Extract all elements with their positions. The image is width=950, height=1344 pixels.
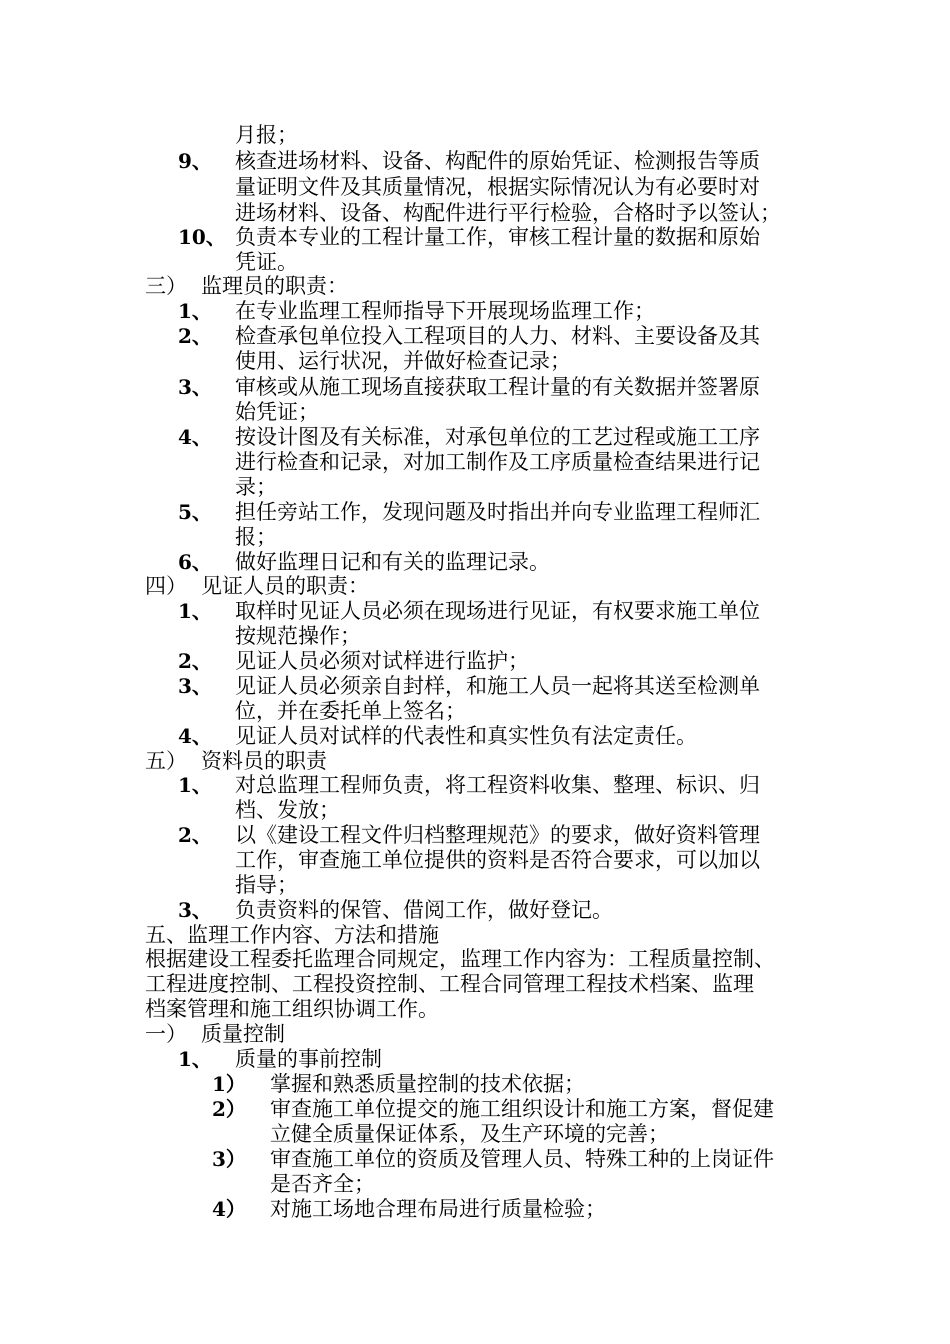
text-line: 进场材料、设备、构配件进行平行检验，合格时予以签认； — [235, 201, 781, 225]
text-line: 对总监理工程师负责，将工程资料收集、整理、标识、归 — [235, 773, 760, 797]
subitem-number: 1） — [212, 1072, 246, 1096]
item-number: 1、 — [178, 773, 212, 797]
section-number: 四） — [145, 574, 187, 598]
text-line: 档、发放； — [235, 798, 340, 822]
item-number: 10、 — [178, 225, 226, 249]
item-number: 2、 — [178, 649, 212, 673]
text-line: 见证人员必须亲自封样，和施工人员一起将其送至检测单 — [235, 674, 760, 698]
subitem-number: 3） — [212, 1147, 246, 1171]
text-line: 掌握和熟悉质量控制的技术依据； — [270, 1072, 585, 1096]
text-line: 见证人员对试样的代表性和真实性负有法定责任。 — [235, 724, 697, 748]
text-line: 对施工场地合理布局进行质量检验； — [270, 1197, 606, 1221]
text-line: 录； — [235, 475, 277, 499]
item-number: 2、 — [178, 823, 212, 847]
paragraph-line: 根据建设工程委托监理合同规定，监理工作内容为：工程质量控制、 — [145, 947, 775, 971]
item-number: 2、 — [178, 324, 212, 348]
text-line: 凭证。 — [235, 250, 298, 274]
item-number: 1、 — [178, 299, 212, 323]
text-line: 立健全质量保证体系，及生产环境的完善； — [270, 1122, 669, 1146]
section-heading: 资料员的职责 — [201, 749, 327, 773]
text-line: 量证明文件及其质量情况，根据实际情况认为有必要时对 — [235, 175, 760, 199]
item-number: 5、 — [178, 500, 212, 524]
text-line: 按设计图及有关标准，对承包单位的工艺过程或施工工序 — [235, 425, 760, 449]
text-line: 做好监理日记和有关的监理记录。 — [235, 550, 550, 574]
subitem-number: 4） — [212, 1197, 246, 1221]
section-heading: 见证人员的职责： — [201, 574, 369, 598]
text-line: 月报； — [235, 123, 298, 147]
text-line: 进行检查和记录，对加工制作及工序质量检查结果进行记 — [235, 450, 760, 474]
subitem-number: 2） — [212, 1097, 246, 1121]
text-line: 取样时见证人员必须在现场进行见证，有权要求施工单位 — [235, 599, 760, 623]
text-line: 是否齐全； — [270, 1172, 375, 1196]
item-number: 6、 — [178, 550, 212, 574]
text-line: 审查施工单位提交的施工组织设计和施工方案，督促建 — [270, 1097, 774, 1121]
item-number: 1、 — [178, 599, 212, 623]
section-number: 三） — [145, 274, 187, 298]
item-number: 1、 — [178, 1047, 212, 1071]
item-number: 4、 — [178, 724, 212, 748]
text-line: 指导； — [235, 873, 298, 897]
chapter-heading: 五、监理工作内容、方法和措施 — [145, 923, 439, 947]
item-number: 9、 — [178, 149, 212, 173]
section-heading: 质量控制 — [201, 1022, 285, 1046]
text-line: 检查承包单位投入工程项目的人力、材料、主要设备及其 — [235, 324, 760, 348]
text-line: 担任旁站工作，发现问题及时指出并向专业监理工程师汇 — [235, 500, 760, 524]
item-number: 3、 — [178, 898, 212, 922]
text-line: 负责本专业的工程计量工作，审核工程计量的数据和原始 — [235, 225, 760, 249]
text-line: 工作，审查施工单位提供的资料是否符合要求，可以加以 — [235, 848, 760, 872]
text-line: 按规范操作； — [235, 624, 361, 648]
subsection-heading: 质量的事前控制 — [235, 1047, 382, 1071]
text-line: 报； — [235, 525, 277, 549]
item-number: 4、 — [178, 425, 212, 449]
section-heading: 监理员的职责： — [201, 274, 348, 298]
text-line: 在专业监理工程师指导下开展现场监理工作； — [235, 299, 655, 323]
item-number: 3、 — [178, 674, 212, 698]
text-line: 始凭证； — [235, 400, 319, 424]
text-line: 审查施工单位的资质及管理人员、特殊工种的上岗证件 — [270, 1147, 774, 1171]
text-line: 审核或从施工现场直接获取工程计量的有关数据并签署原 — [235, 375, 760, 399]
section-number: 一） — [145, 1022, 187, 1046]
section-number: 五） — [145, 749, 187, 773]
text-line: 负责资料的保管、借阅工作，做好登记。 — [235, 898, 613, 922]
text-line: 位，并在委托单上签名； — [235, 699, 466, 723]
item-number: 3、 — [178, 375, 212, 399]
text-line: 使用、运行状况，并做好检查记录； — [235, 349, 571, 373]
text-line: 以《建设工程文件归档整理规范》的要求，做好资料管理 — [235, 823, 760, 847]
text-line: 见证人员必须对试样进行监护； — [235, 649, 529, 673]
paragraph-line: 工程进度控制、工程投资控制、工程合同管理工程技术档案、监理 — [145, 972, 754, 996]
text-line: 核查进场材料、设备、构配件的原始凭证、检测报告等质 — [235, 149, 760, 173]
paragraph-line: 档案管理和施工组织协调工作。 — [145, 997, 439, 1021]
